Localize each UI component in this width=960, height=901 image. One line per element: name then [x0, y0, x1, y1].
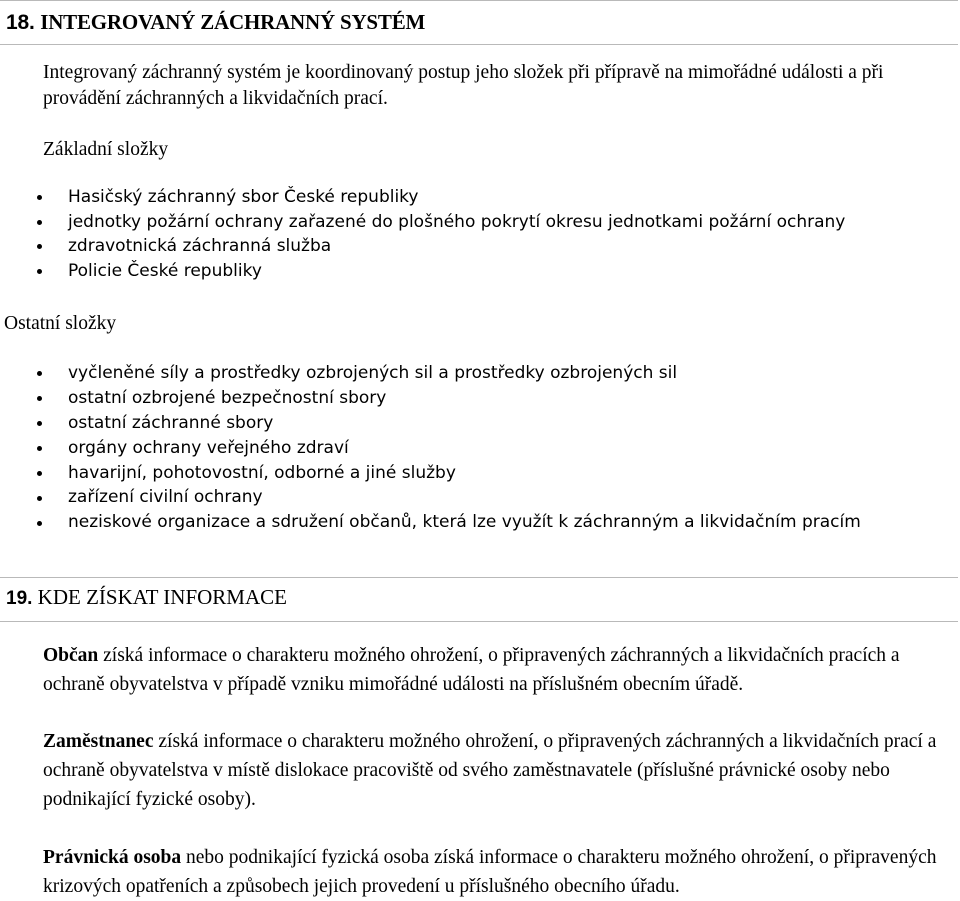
bullet-icon — [37, 421, 42, 426]
paragraph-employee — [43, 727, 943, 814]
list-item: Policie České republiky — [0, 259, 845, 284]
paragraph-lead: Právnická osoba — [43, 847, 182, 868]
section-18-heading — [6, 10, 425, 35]
bullet-icon — [37, 471, 42, 476]
section-19-heading — [6, 585, 287, 610]
list-item: ostatní ozbrojené bezpečnostní sbory — [0, 386, 861, 411]
bullet-icon — [37, 396, 42, 401]
other-components-heading: Ostatní složky — [4, 313, 117, 334]
paragraph-text: nebo podnikající fyzická osoba získá informace o charakteru možného ohrožení, o připravených krizových opatřeních a způsobech jejich provedení u příslušného obecního úřadu. — [43, 847, 937, 897]
bullet-icon — [37, 269, 42, 274]
list-item: jednotky požární ochrany zařazené do plošného pokrytí okresu jednotkami požární ochrany — [0, 210, 845, 235]
section-18-title: INTEGROVANÝ ZÁCHRANNÝ SYSTÉM — [40, 10, 426, 34]
bullet-icon — [37, 195, 42, 200]
bullet-icon — [37, 244, 42, 249]
section-18-number: 18. — [6, 11, 35, 34]
list-item: zařízení civilní ochrany — [0, 485, 861, 510]
list-item: Hasičský záchranný sbor České republiky — [0, 185, 845, 210]
other-components-list — [0, 361, 861, 535]
section-19-number: 19. — [6, 588, 33, 609]
bullet-icon — [37, 496, 42, 501]
list-item: ostatní záchranné sbory — [0, 411, 861, 436]
list-item: orgány ochrany veřejného zdraví — [0, 436, 861, 461]
basic-components-list — [0, 185, 845, 283]
list-item: havarijní, pohotovostní, odborné a jiné služby — [0, 461, 861, 486]
paragraph-lead: Zaměstnanec — [43, 731, 154, 752]
paragraph-text: získá informace o charakteru možného ohrožení, o připravených záchranných a likvidačních prací a ochraně obyvatelstva v místě dislokace pracoviště od svého zaměstnavatele (příslušné právnické osoby nebo podnikající fyzické osoby). — [43, 731, 937, 810]
paragraph-lead: Občan — [43, 645, 99, 666]
paragraph-legal-entity — [43, 843, 943, 901]
bullet-icon — [37, 521, 42, 526]
paragraph-citizen — [43, 641, 943, 699]
list-item: zdravotnická záchranná služba — [0, 234, 845, 259]
bullet-icon — [37, 220, 42, 225]
section-18-intro: Integrovaný záchranný systém je koordinovaný postup jeho složek při přípravě na mimořádné události a při provádění záchranných a likvidačních prací. — [43, 62, 884, 109]
bullet-icon — [37, 371, 42, 376]
bullet-icon — [37, 446, 42, 451]
list-item: vyčleněné síly a prostředky ozbrojených sil a prostředky ozbrojených sil — [0, 361, 861, 386]
section-19-title: KDE ZÍSKAT INFORMACE — [37, 585, 287, 609]
list-item: neziskové organizace a sdružení občanů, která lze využít k záchranným a likvidačním pracím — [0, 510, 861, 535]
paragraph-text: získá informace o charakteru možného ohrožení, o připravených záchranných a likvidačních pracích a ochraně obyvatelstva v případě vzniku mimořádné události na příslušném obecním úřadě. — [43, 645, 900, 695]
basic-components-heading: Základní složky — [43, 139, 169, 160]
